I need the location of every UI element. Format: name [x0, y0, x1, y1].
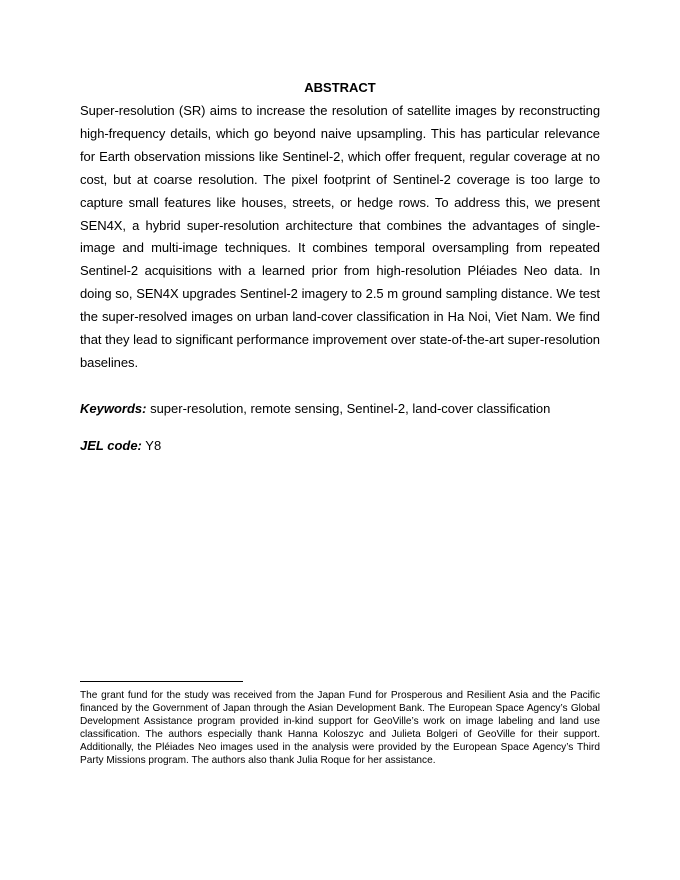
abstract-heading: ABSTRACT	[304, 80, 376, 95]
keywords-label: Keywords:	[80, 401, 147, 416]
jel-code-label: JEL code:	[80, 438, 142, 453]
abstract-body: Super-resolution (SR) aims to increase the resolution of satellite images by reconstructing high-frequency details, which go beyond naive upsampling. This has particular relevance for Earth observation missions like Sentinel-2, which offer frequent, regular coverage at no cost, but at coarse resolution. The pixel footprint of Sentinel-2 coverage is too large to capture small features like houses, streets, or hedge rows. To address this, we present SEN4X, a hybrid super-resolution architecture that combines the advantages of single-image and multi-image techniques. It combines temporal oversampling from repeated Sentinel-2 acquisitions with a learned prior from high-resolution Pléiades Neo data. In doing so, SEN4X upgrades Sentinel-2 imagery to 2.5 m ground sampling distance. We test the super-resolved images on urban land-cover classification in Ha Noi, Viet Nam. We find that they lead to significant performance improvement over state-of-the-art super-resolution baselines.	[80, 103, 600, 370]
footnote-separator	[80, 681, 243, 682]
keywords-value: super-resolution, remote sensing, Sentinel-2, land-cover classification	[146, 401, 551, 416]
jel-code-value: Y8	[141, 438, 162, 453]
keywords-line	[80, 400, 620, 418]
jel-code-line	[80, 437, 620, 455]
footnote: The grant fund for the study was received from the Japan Fund for Prosperous and Resilient Asia and the Pacific financed by the Government of Japan through the Asian Development Bank. The European Space Agency’s Global Development Assistance program provided in-kind support for GeoVille’s work on image labeling and land use classification. The authors especially thank Hanna Koloszyc and Julieta Bolgeri of GeoVille for their support. Additionally, the Pléiades Neo images used in the analysis were provided by the European Space Agency’s Third Party Missions program. The authors also thank Julia Roque for her assistance.	[80, 690, 600, 766]
